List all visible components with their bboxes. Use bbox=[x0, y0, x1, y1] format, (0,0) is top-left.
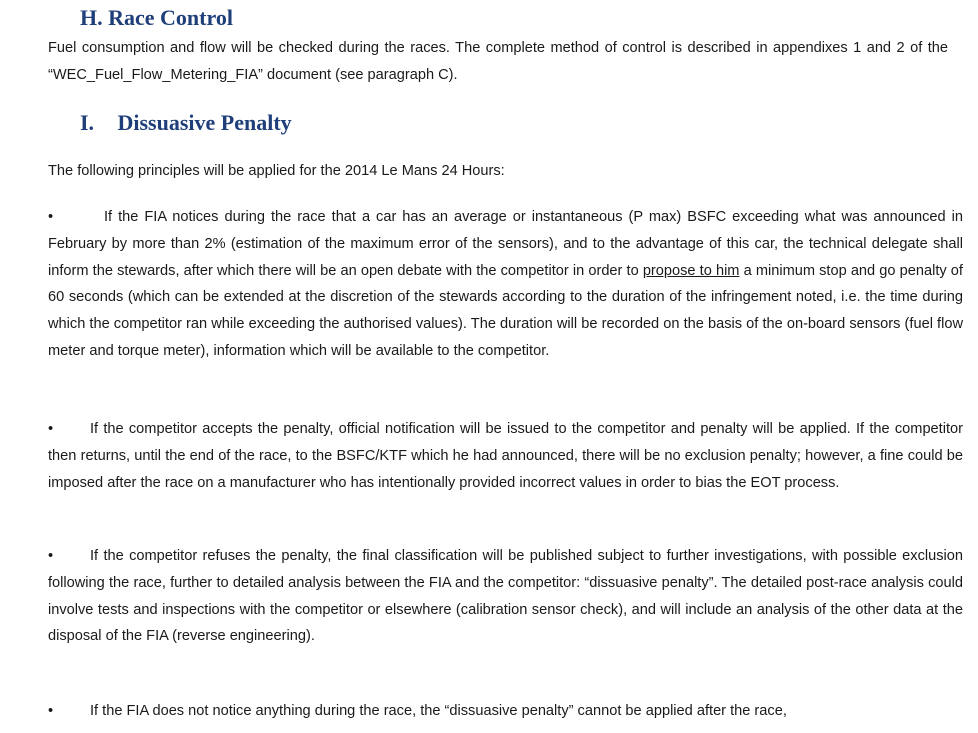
bullet-text: If the competitor refuses the penalty, the final classification will be published subject to further investigations, with possible exclusion following the race, further to detailed analysis between the FIA and the competitor: “dissuasive penalty”. The detailed post-race analysis could involve tests and inspections with the competitor or elsewhere (calibration sensor check), and will include an analysis of the other data at the disposal of the FIA (reverse engineering). bbox=[48, 548, 963, 645]
section-heading-race-control bbox=[80, 5, 233, 31]
section-letter: I. bbox=[80, 110, 95, 135]
bullet-text: If the FIA does not notice anything during the race, the “dissuasive penalty” cannot be applied after the race, bbox=[90, 703, 787, 719]
bullet-text-before: If the FIA notices during the race that a car has an average or instantaneous (P max) BSFC exceeding what was announced in February by more than 2% (estimation of the maximum error of the sensors), and to the advantage of this car, the technical delegate shall inform the stewards, after which there will be an open debate with the competitor in order to bbox=[48, 209, 963, 279]
bullet-icon: • bbox=[48, 703, 54, 719]
bullet-icon: • bbox=[48, 421, 54, 437]
bullet-icon: • bbox=[48, 548, 54, 564]
principles-intro: The following principles will be applied for the 2014 Le Mans 24 Hours: bbox=[48, 163, 505, 179]
bullet-item bbox=[48, 543, 963, 650]
underlined-phrase: propose to him bbox=[642, 262, 740, 279]
bullet-icon: • bbox=[48, 209, 54, 225]
section-title: Race Control bbox=[108, 5, 233, 30]
bullet-text: If the competitor accepts the penalty, official notification will be issued to the competitor and penalty will be applied. If the competitor then returns, until the end of the race, to the BSFC/KTF which he had announced, there will be no exclusion penalty; however, a fine could be imposed after the race on a manufacturer who has intentionally provided incorrect values in order to bias the EOT process. bbox=[48, 421, 963, 491]
bullet-item bbox=[48, 698, 963, 725]
section-heading-dissuasive-penalty bbox=[80, 110, 292, 136]
bullet-item bbox=[48, 204, 963, 365]
bullet-text-after: a minimum stop and go penalty of 60 seconds (which can be extended at the discretion of the stewards according to the duration of the infringement noted, i.e. the time during which the competitor ran while exceeding the authorised values). The duration will be recorded on the basis of the on-board sensors (fuel flow meter and torque meter), information which will be available to the competitor. bbox=[48, 262, 963, 359]
section-title: Dissuasive Penalty bbox=[117, 110, 292, 135]
race-control-paragraph: Fuel consumption and flow will be checked during the races. The complete method of control is described in appendixes 1 and 2 of the “WEC_Fuel_Flow_Metering_FIA” document (see paragraph C). bbox=[48, 40, 948, 83]
section-letter: H. bbox=[80, 5, 103, 30]
bullet-item bbox=[48, 416, 963, 496]
